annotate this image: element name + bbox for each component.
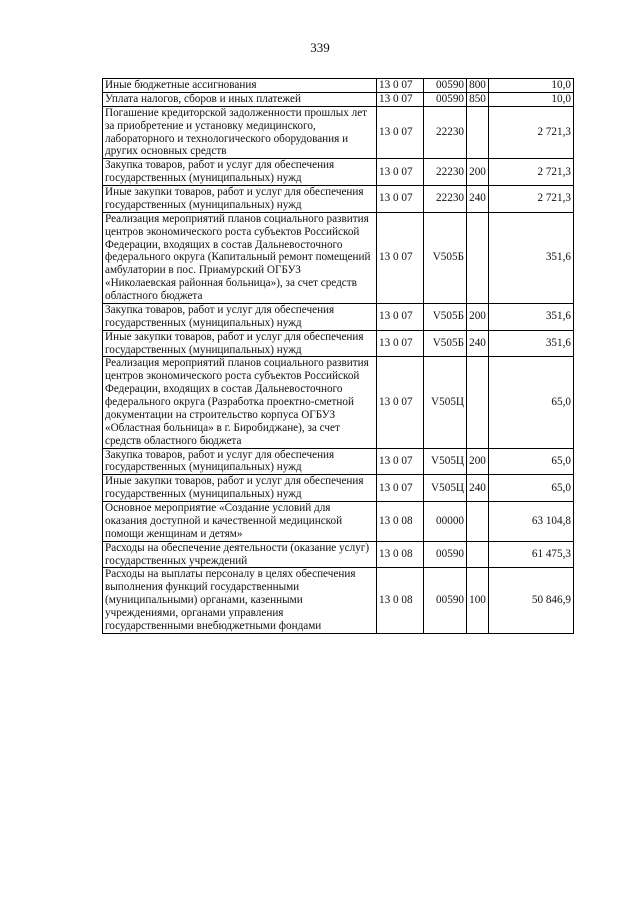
row-expense-type-cell: 200	[467, 303, 489, 330]
row-target-code-cell: 13 0 07	[377, 92, 424, 106]
row-target-code-cell: 13 0 08	[377, 541, 424, 568]
row-expense-type-cell	[467, 212, 489, 303]
row-name-cell: Основное мероприятие «Создание условий для оказания доступной и качественной медицинской помощи женщинам и детям»	[103, 502, 377, 542]
row-amount-cell: 351,6	[489, 212, 574, 303]
row-target-code-cell: 13 0 07	[377, 212, 424, 303]
row-name-cell: Расходы на выплаты персоналу в целях обеспечения выполнения функций государственными (муниципальными) органами, казенными учреждениями, органами управления государственными внебюджетными фондами	[103, 568, 377, 633]
row-target-code-cell: 13 0 08	[377, 502, 424, 542]
table-row	[103, 186, 574, 213]
row-name-cell: Расходы на обеспечение деятельности (оказание услуг) государственных учреждений	[103, 541, 377, 568]
row-direction-code-cell: V505Б	[424, 212, 467, 303]
row-amount-cell: 351,6	[489, 303, 574, 330]
row-expense-type-cell: 850	[467, 92, 489, 106]
table-row	[103, 502, 574, 542]
row-amount-cell: 65,0	[489, 475, 574, 502]
table-row	[103, 448, 574, 475]
row-target-code-cell: 13 0 07	[377, 330, 424, 357]
row-direction-code-cell: V505Б	[424, 330, 467, 357]
row-amount-cell: 10,0	[489, 92, 574, 106]
row-direction-code-cell: 22230	[424, 159, 467, 186]
row-amount-cell: 65,0	[489, 448, 574, 475]
row-expense-type-cell: 100	[467, 568, 489, 633]
row-direction-code-cell: 22230	[424, 106, 467, 159]
row-amount-cell: 50 846,9	[489, 568, 574, 633]
row-amount-cell: 63 104,8	[489, 502, 574, 542]
table-row	[103, 106, 574, 159]
table-row	[103, 212, 574, 303]
row-direction-code-cell: 00000	[424, 502, 467, 542]
row-target-code-cell: 13 0 07	[377, 79, 424, 93]
table-row	[103, 79, 574, 93]
row-name-cell: Реализация мероприятий планов социального развития центров экономического роста субъектов Российской Федерации, входящих в состав Дальневосточного федерального округа (Разработка проектно-сметной документации на строительство корпуса ОГБУЗ «Областная больница» в г. Биробиджане), за счет средств областного бюджета	[103, 357, 377, 448]
table-row	[103, 475, 574, 502]
row-direction-code-cell: 00590	[424, 92, 467, 106]
row-name-cell: Закупка товаров, работ и услуг для обеспечения государственных (муниципальных) нужд	[103, 448, 377, 475]
page-number: 339	[310, 40, 330, 55]
row-expense-type-cell: 200	[467, 159, 489, 186]
row-amount-cell: 65,0	[489, 357, 574, 448]
row-name-cell: Реализация мероприятий планов социального развития центров экономического роста субъектов Российской Федерации, входящих в состав Дальневосточного федерального округа (Капитальный ремонт помещений амбулатории в пос. Приамурский ОГБУЗ «Николаевская районная больница»), за счет средств областного бюджета	[103, 212, 377, 303]
row-direction-code-cell: 00590	[424, 541, 467, 568]
budget-table-body	[103, 79, 574, 634]
row-name-cell: Уплата налогов, сборов и иных платежей	[103, 92, 377, 106]
row-target-code-cell: 13 0 07	[377, 303, 424, 330]
table-row	[103, 541, 574, 568]
row-expense-type-cell	[467, 106, 489, 159]
row-target-code-cell: 13 0 07	[377, 186, 424, 213]
row-expense-type-cell	[467, 357, 489, 448]
row-expense-type-cell: 200	[467, 448, 489, 475]
row-amount-cell: 2 721,3	[489, 186, 574, 213]
row-expense-type-cell: 240	[467, 475, 489, 502]
row-expense-type-cell: 240	[467, 330, 489, 357]
row-target-code-cell: 13 0 07	[377, 159, 424, 186]
table-row	[103, 330, 574, 357]
row-target-code-cell: 13 0 07	[377, 475, 424, 502]
row-target-code-cell: 13 0 07	[377, 106, 424, 159]
table-row	[103, 92, 574, 106]
row-expense-type-cell	[467, 541, 489, 568]
table-row	[103, 357, 574, 448]
row-name-cell: Иные закупки товаров, работ и услуг для обеспечения государственных (муниципальных) нужд	[103, 330, 377, 357]
row-amount-cell: 351,6	[489, 330, 574, 357]
row-amount-cell: 2 721,3	[489, 159, 574, 186]
row-amount-cell: 61 475,3	[489, 541, 574, 568]
row-direction-code-cell: 22230	[424, 186, 467, 213]
row-direction-code-cell: 00590	[424, 568, 467, 633]
row-target-code-cell: 13 0 08	[377, 568, 424, 633]
table-row	[103, 568, 574, 633]
row-direction-code-cell: V505Ц	[424, 475, 467, 502]
row-amount-cell: 2 721,3	[489, 106, 574, 159]
row-name-cell: Иные закупки товаров, работ и услуг для обеспечения государственных (муниципальных) нужд	[103, 186, 377, 213]
row-name-cell: Иные закупки товаров, работ и услуг для обеспечения государственных (муниципальных) нужд	[103, 475, 377, 502]
row-direction-code-cell: 00590	[424, 79, 467, 93]
row-name-cell: Иные бюджетные ассигнования	[103, 79, 377, 93]
row-amount-cell: 10,0	[489, 79, 574, 93]
row-name-cell: Закупка товаров, работ и услуг для обеспечения государственных (муниципальных) нужд	[103, 159, 377, 186]
row-expense-type-cell: 240	[467, 186, 489, 213]
row-direction-code-cell: V505Ц	[424, 448, 467, 475]
row-direction-code-cell: V505Ц	[424, 357, 467, 448]
row-target-code-cell: 13 0 07	[377, 357, 424, 448]
row-direction-code-cell: V505Б	[424, 303, 467, 330]
row-expense-type-cell: 800	[467, 79, 489, 93]
row-name-cell: Закупка товаров, работ и услуг для обеспечения государственных (муниципальных) нужд	[103, 303, 377, 330]
row-expense-type-cell	[467, 502, 489, 542]
table-row	[103, 159, 574, 186]
row-name-cell: Погашение кредиторской задолженности прошлых лет за приобретение и установку медицинского, лабораторного и технологического оборудования и других основных средств	[103, 106, 377, 159]
row-target-code-cell: 13 0 07	[377, 448, 424, 475]
table-row	[103, 303, 574, 330]
budget-table	[102, 78, 574, 634]
